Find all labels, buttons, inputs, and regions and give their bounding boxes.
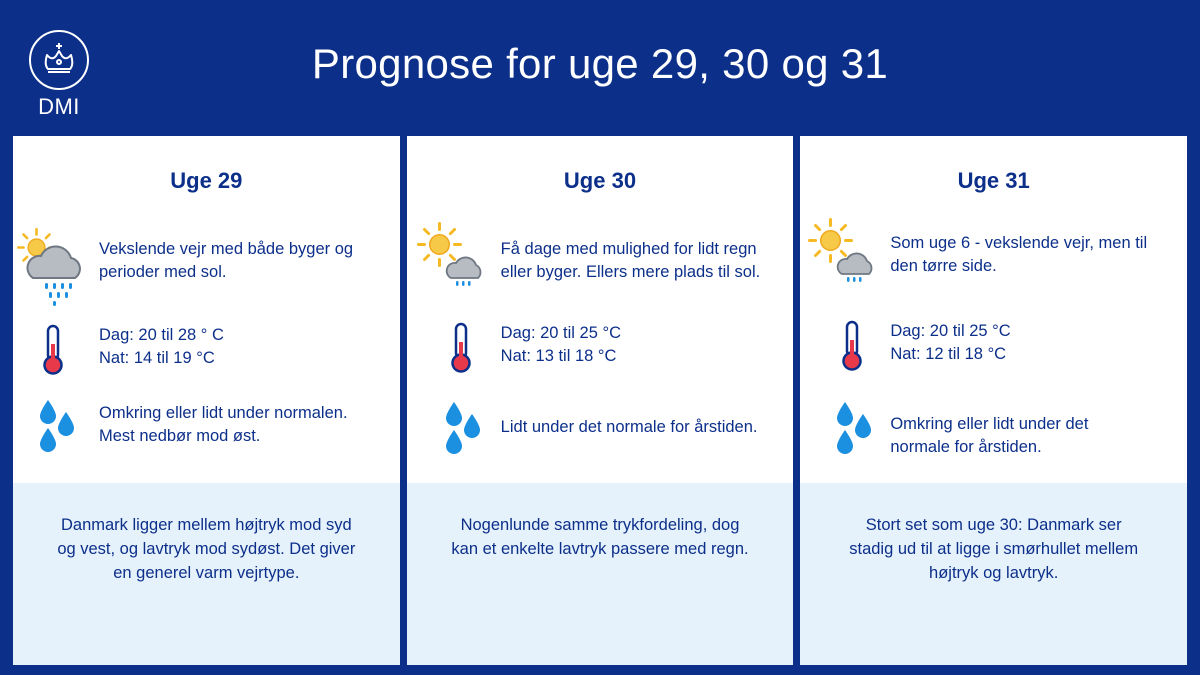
summary-line: stadig ud til at ligge i smørhullet mellem: [849, 540, 1139, 558]
logo-text: DMI: [38, 94, 80, 119]
summary-line: Danmark ligger mellem højtryk mod syd: [60, 516, 352, 534]
precipitation-text-line: Omkring eller lidt under normalen.: [99, 404, 348, 422]
sun-small-cloud-rain-icon: [415, 220, 489, 292]
week-title: Uge 31: [957, 168, 1030, 193]
thermometer-icon: [840, 320, 864, 372]
forecast-columns: [13, 136, 1187, 665]
pressure-summary: [800, 483, 1187, 665]
precipitation-text-line: normale for årstiden.: [890, 438, 1042, 456]
summary-line: Stort set som uge 30: Danmark ser: [865, 516, 1122, 534]
temperature-day: Dag: 20 til 25 °C: [890, 322, 1011, 340]
weather-text-line: Som uge 6 - vekslende vejr, men til: [890, 234, 1148, 252]
raindrops-icon: [37, 398, 77, 454]
weather-text-line: perioder med sol.: [99, 263, 227, 281]
page-title: Prognose for uge 29, 30 og 31: [311, 40, 889, 87]
summary-line: kan et enkelte lavtryk passere med regn.: [451, 540, 749, 558]
raindrops-icon: [443, 400, 483, 456]
thermometer-icon: [449, 322, 473, 374]
weather-text-line: eller byger. Ellers mere plads til sol.: [500, 263, 761, 281]
summary-line: og vest, og lavtryk mod sydøst. Det giver: [57, 540, 356, 558]
sun-cloud-rain-icon: [17, 228, 91, 308]
thermometer-icon: [41, 324, 65, 376]
weather-text-line: Få dage med mulighed for lidt regn: [500, 240, 757, 258]
week-title: Uge 30: [563, 168, 637, 193]
raindrops-icon: [834, 400, 874, 456]
summary-line: en generel varm vejrtype.: [113, 564, 300, 582]
temperature-day: Dag: 20 til 28 ° C: [99, 326, 224, 344]
precipitation-text-line: Omkring eller lidt under det: [890, 415, 1089, 433]
pressure-summary: [407, 483, 794, 665]
summary-line: højtryk og lavtryk.: [929, 564, 1059, 582]
pressure-summary: [13, 483, 400, 665]
week-31-column: [800, 136, 1187, 665]
sun-small-cloud-rain-icon: [806, 216, 880, 288]
weather-text-line: den tørre side.: [890, 257, 997, 275]
temperature-night: Nat: 12 til 18 °C: [890, 345, 1007, 363]
week-title: Uge 29: [170, 168, 243, 193]
week-29-column: [13, 136, 400, 665]
weather-text-line: Vekslende vejr med både byger og: [99, 240, 354, 258]
week-30-column: [407, 136, 794, 665]
temperature-night: Nat: 14 til 19 °C: [99, 349, 215, 367]
temperature-day: Dag: 20 til 25 °C: [500, 324, 621, 342]
precipitation-text-line: Lidt under det normale for årstiden.: [500, 418, 758, 436]
summary-line: Nogenlunde samme trykfordeling, dog: [460, 516, 740, 534]
precipitation-text-line: Mest nedbør mod øst.: [99, 427, 261, 445]
temperature-night: Nat: 13 til 18 °C: [500, 347, 617, 365]
